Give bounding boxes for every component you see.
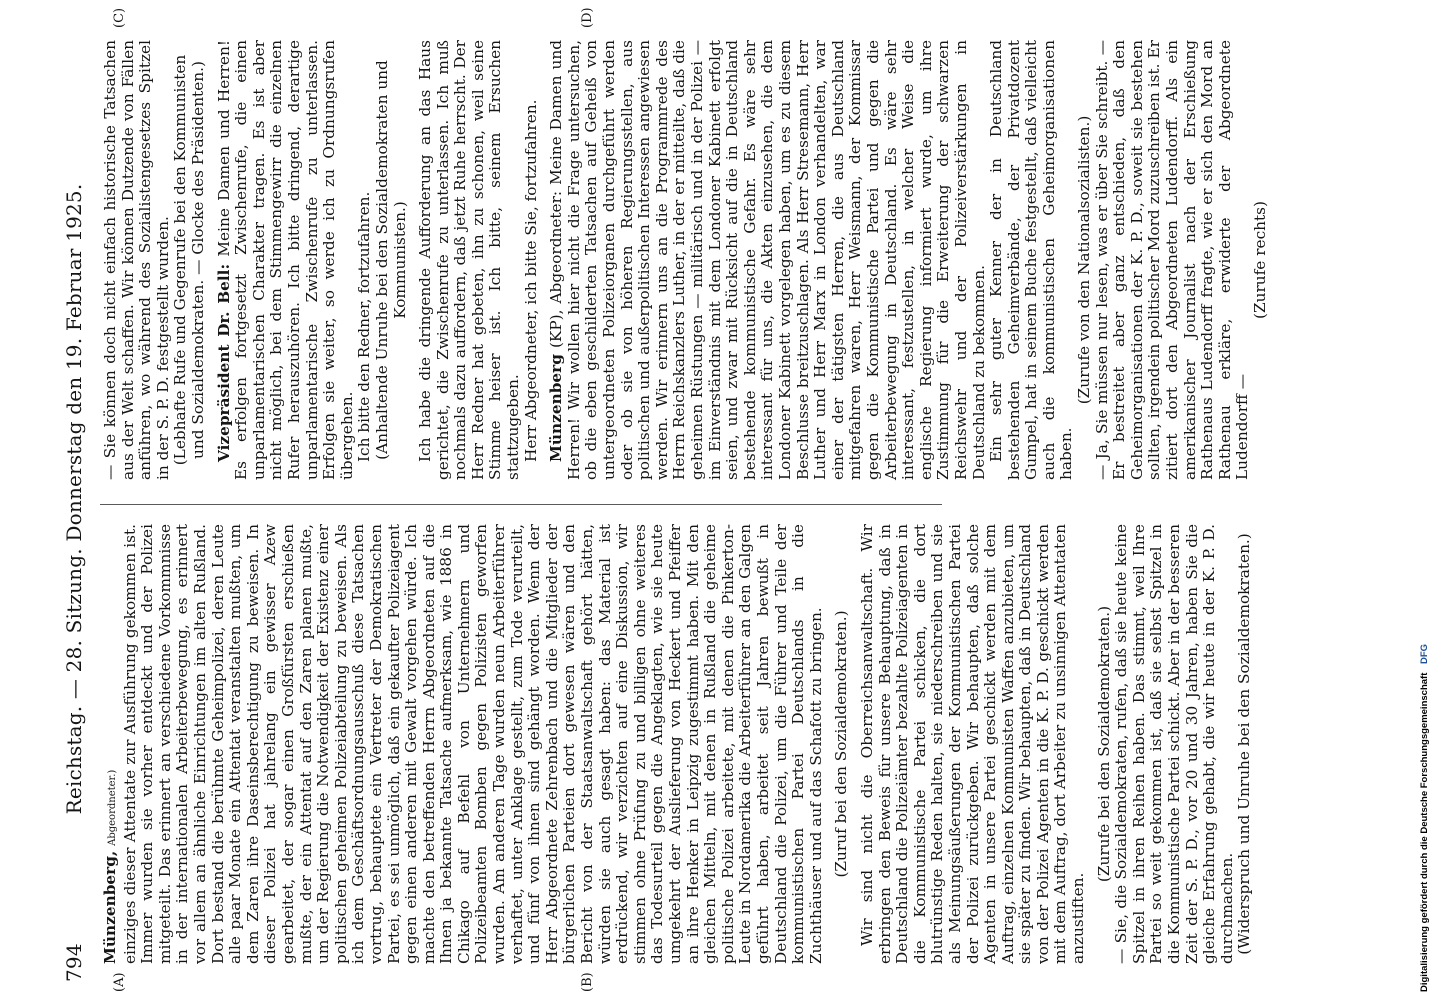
right-paragraph-7: Ein sehr guter Kenner der in Deutschland bestehenden Geheimverbände, der Privatdozent Gumpel, hat in seinem Buche festgestellt, daß vielleicht auch die kommunistischen Geheimorganisationen haben. bbox=[987, 40, 1076, 480]
speaker-role: Abgeordneter.) bbox=[107, 769, 118, 846]
page-number: 794 bbox=[62, 943, 86, 982]
left-interjection-3: (Widerspruch und Unruhe bei den Sozialdemokraten.) bbox=[1235, 533, 1254, 955]
right-interjection-3: (Zurufe von den Nationalsozialisten.) bbox=[1075, 115, 1094, 405]
left-interjection-2: (Zurufe bei den Sozialdemokraten.) bbox=[1094, 605, 1113, 883]
vice-president-name: Vizepräsident Dr. Bell: bbox=[214, 263, 233, 462]
right-column bbox=[102, 40, 1270, 480]
left-interjection-1: (Zuruf bei den Sozialdemokraten.) bbox=[832, 610, 851, 878]
page-title: Reichstag. — 28. Sitzung. Donnerstag den 19. Februar 1925. bbox=[62, 183, 86, 815]
margin-mark-a: (A) bbox=[112, 972, 127, 992]
dfg-side-note bbox=[1418, 8, 1432, 992]
right-paragraph-5: Herr Abgeordneter, ich bitte Sie, fortzufahren. bbox=[521, 99, 540, 462]
left-column bbox=[102, 524, 1254, 964]
left-paragraph-3: — Sie, die Sozialdemokraten, rufen, daß sie heute keine Spitzel in ihren Reihen haben. Das stimmt, weil Ihre Partei so weit gekommen ist, daß sie selbst Spitzel in die Kommunistische Partei schickt. Aber in der besseren Zeit der S. P. D., vor 20 und 30 Jahren, haben Sie die gleiche Erfahrung gehabt, die wir heute in der K. P. D. durchmachen. bbox=[1112, 524, 1236, 964]
left-speaker-line bbox=[102, 524, 122, 964]
right-interjection-4: (Zurufe rechts) bbox=[1251, 201, 1269, 319]
speaker-name: Münzenberg, bbox=[101, 850, 119, 964]
dfg-note-text: Digitalisierung gefördert durch die Deutsche Forschungsgemeinschaft bbox=[1419, 672, 1430, 992]
margin-mark-d: (D) bbox=[580, 7, 595, 28]
page-header bbox=[62, 16, 92, 982]
column-divider bbox=[100, 504, 942, 505]
right-paragraph-8: — Ja, Sie müssen nur lesen, was er über Sie schreibt. — Er bestreitet aber ganz entschieden, daß den Geheimorganisationen der K. P. D., soweit sie bestehen sollten, irgendein politischer Mord zuzuschreiben ist. Er zitiert dort den Abgeordneten Ludendorff. Als ein amerikanischer Journalist nach der Erschießung Rathenaus Ludendorff fragte, wie er sich den Mord an Rathenau erkläre, erwiderte der Abgeordnete Ludendorff — bbox=[1092, 40, 1252, 480]
right-interjection-1: (Lebhafte Rufe und Gegenrufe bei den Kommunisten und Sozialdemokraten. — Glocke des Präsidenten.) bbox=[171, 54, 207, 466]
right-paragraph-3: Ich bitte den Redner, fortzufahren. bbox=[355, 191, 374, 462]
right-paragraph-1: — Sie können doch nicht einfach historische Tatsachen aus der Welt schaffen. Wir können Dutzende von Fällen anführen, wo während des Sozialistengesetzes Spitzel in der S. P. D. festgestellt wurden. bbox=[101, 40, 172, 480]
right-paragraph-4: Ich habe die dringende Aufforderung an das Haus gerichtet, die Zwischenrufe zu unterlassen. Ich muß nochmals dazu auffordern, daß jetzt Ruhe herrscht. Der Herr Redner hat gebeten, ihn zu schonen, weil seine Stimme heiser ist. Ich bitte, seinem Ersuchen stattzugeben. bbox=[416, 40, 523, 480]
margin-mark-c: (C) bbox=[112, 7, 127, 28]
dfg-logo: DFG bbox=[1419, 643, 1430, 664]
vice-president-paragraph bbox=[216, 40, 357, 480]
margin-mark-b: (B) bbox=[580, 972, 595, 992]
speaker-name-2: Münzenberg bbox=[547, 354, 566, 462]
right-paragraph-6: (KP), Abgeordneter: Meine Damen und Herren! Wir wollen hier nicht die Frage untersuchen, ob die eben geschilderten Tatsachen auf Geheiß von untergeordneten Polizeiorganen durchgeführt werden oder ob sie von höheren Regierungsstellen, aus politischen und außerpolitischen Interessen angewiesen werden. Wir erinnern uns an die Programmrede des Herrn Reichskanzlers Luther, in der er mitteilte, daß die geheimen Rüstungen — militärisch und in der Polizei — im Einverständnis mit dem Londoner Kabinett erfolgt seien, und zwar mit Rücksicht auf die in Deutschland bestehende kommunistische Gefahr. Es wäre sehr interessant für uns, die Akten einzusehen, die dem Londoner Kabinett vorgelegen haben, um es zu diesem Beschlusse breitzuschlagen. Als Herr Stresemann, Herr Luther und Herr Marx in London verhandelten, war einer der tätigsten Herren, die aus Deutschland mitgefahren waren, Herr Weismann, der Kommissar gegen die Kommunistische Partei und gegen die Arbeiterbewegung in Deutschland. Es wäre sehr interessant, festzustellen, in welcher Weise die englische Regierung informiert wurde, um ihre Zustimmung für die Erweiterung der schwarzen Reichswehr und der Polizeiverstärkungen in Deutschland zu bekommen. bbox=[547, 40, 988, 480]
left-paragraph-2: Wir sind nicht die Oberreichsanwaltschaft. Wir erbringen den Beweis für unsere Behauptung, daß in Deutschland die Polizeiämter bezahlte Polizeiagenten in die Kommunistische Partei schicken, die dort blutrünstige Reden halten, sie niederschreiben und sie als Meinungsäußerungen der Kommunistischen Partei der Polizei zurückgeben. Wir behaupten, daß solche Agenten in unsere Partei geschickt werden mit dem Auftrag, einzelnen Kommunisten Waffen anzubieten, um sie später zu finden. Wir behaupten, daß in Deutschland von der Polizei Agenten in die K. P. D. geschickt werden mit dem Auftrag, dort Arbeiter zu unsinnigen Attentaten anzustiften. bbox=[857, 524, 1088, 964]
right-paragraph-2: Meine Damen und Herren! Es erfolgen fortgesetzt Zwischenrufe, die einen unparlamentarischen Charakter tragen. Es ist aber nicht möglich, bei dem Stimmengewirr die einzelnen Rufer herauszuhören. Ich bitte dringend, derartige unparlamentarische Zwischenrufe zu unterlassen. Erfolgen sie weiter, so werde ich zu Ordnungsrufen übergehen. bbox=[214, 40, 356, 480]
left-paragraph-1: einziges dieser Attentate zur Ausführung gekommen ist. Immer wurden sie vorher entdeckt und der Polizei mitgeteilt. Das erinnert an verschiedene Vorkommnisse in der internationalen Arbeiterbewegung, es erinnert vor allem an ähnliche Einrichtungen im alten Rußland. Dort bestand die berühmte Geheimpolizei, deren Leute alle paar Monate ein Attentat veranstalten mußten, um dem Zaren ihre Daseinsberechtigung zu beweisen. In dieser Polizei hat jahrelang ein gewisser Azew gearbeitet, der sogar einen Großfürsten erschießen mußte, der ein Attentat auf den Zaren planen mußte, um der Regierung die Notwendigkeit der Existenz einer politischen geheimen Polizeiabteilung zu beweisen. Als ich dem Geschäftsordnungsausschuß diese Tatsachen vortrug, behauptete ein Vertreter der Demokratischen Partei, es sei unmöglich, daß ein gekaufter Polizeiagent gegen einen anderen mit Gewalt vorgehen würde. Ich machte den betreffenden Herrn Abgeordneten auf die Ihnen ja bekannte Tatsache aufmerksam, wie 1886 in Chikago auf Befehl von Unternehmern und Polizeibeamten Bomben gegen Polizisten geworfen wurden. Am anderen Tage wurden neun Arbeiterführer verhaftet, unter Anklage gestellt, zum Tode verurteilt, und fünf von ihnen sind gehängt worden. Wenn der Herr Abgeordnete Zehrenbach und die Mitglieder der bürgerlichen Parteien dort gewesen wären und den Bericht von der Staatsanwaltschaft gehört hätten, würden sie auch gesagt haben: das Material ist erdrückend, wir verzichten auf eine Diskussion, wir stimmen ohne Prüfung zu und billigen ohne weiteres das Todesurteil gegen die Angeklagten, wie sie heute umgekehrt der Auslieferung von Heckert und Pfeiffer an ihre Henker in Leipzig zugestimmt haben. Mit den gleichen Mitteln, mit denen in Rußland die geheime politische Polizei arbeitete, mit denen die Pinkerton-Leute in Nordamerika die Arbeiterführer an den Galgen geführt haben, arbeitet seit Jahren bewußt in Deutschland die Polizei, um die Führer und Teile der kommunistischen Partei Deutschlands in die Zuchthäuser und auf das Schafott zu bringen. bbox=[120, 524, 825, 964]
right-interjection-2: (Anhaltende Unruhe bei den Sozialdemokraten und Kommunisten.) bbox=[372, 60, 409, 460]
munzenberg-paragraph bbox=[548, 40, 988, 480]
